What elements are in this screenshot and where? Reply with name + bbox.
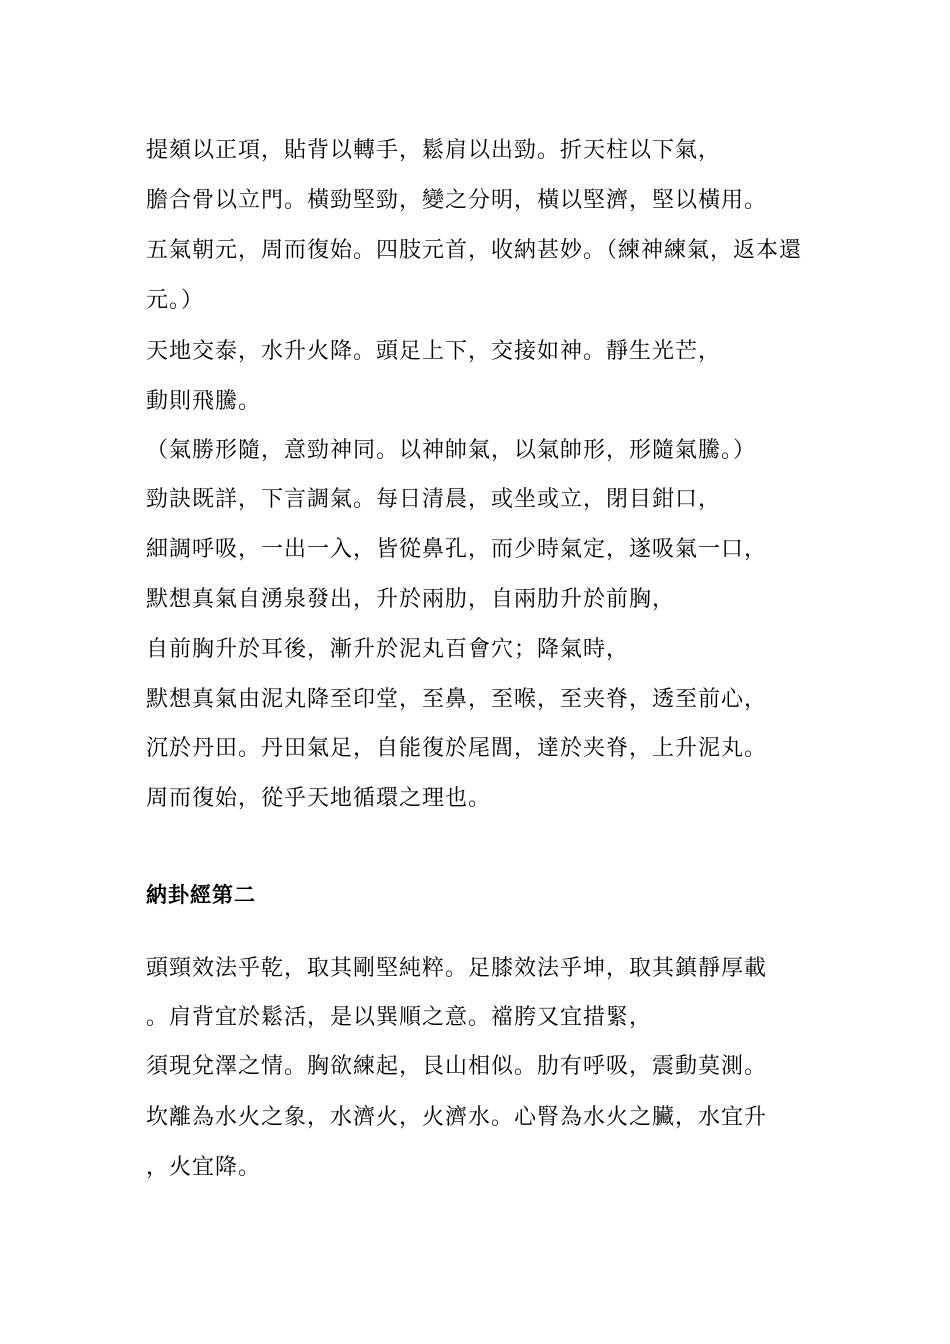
text-line: 膽合骨以立門。橫勁堅勁，變之分明，橫以堅濟，堅以橫用。: [146, 188, 768, 213]
text-line: 元。）: [146, 288, 205, 313]
text-line: 沉於丹田。丹田氣足，自能復於尾閭，達於夹脊，上升泥丸。: [146, 736, 768, 761]
text-line: 動則飛騰。: [146, 389, 262, 414]
text-line: 默想真氣由泥丸降至印堂，至鼻，至喉，至夹脊，透至前心，: [146, 687, 768, 712]
text-line: 勁訣既詳，下言調氣。每日清晨，或坐或立，閉目鉗口，: [146, 487, 722, 512]
text-line: 須現兌澤之情。胸欲練起，艮山相似。肋有呼吸，震動莫測。: [146, 1054, 768, 1079]
text-line: （氣勝形隨，意勁神同。以神帥氣，以氣帥形，形隨氣騰。）: [146, 438, 757, 463]
text-line: 細調呼吸，一出一入，皆從鼻孔，而少時氣定，遂吸氣一口，: [146, 537, 768, 562]
text-line: 默想真氣自湧泉發出，升於兩肋，自兩肋升於前胸，: [146, 587, 676, 612]
section-heading: 納卦經第二: [146, 882, 256, 907]
text-line: 坎離為水火之象，水濟火，火濟水。心腎為水火之臟，水宜升: [146, 1105, 768, 1130]
text-line: ，火宜降。: [146, 1155, 262, 1180]
text-line: 自前胸升於耳後，漸升於泥丸百會穴；降氣時，: [146, 637, 630, 662]
text-line: 。肩背宜於鬆活，是以巽順之意。襠胯又宜措緊，: [146, 1005, 653, 1030]
text-line: 周而復始，從乎天地循環之理也。: [146, 786, 492, 811]
text-line: 提頦以正項，貼背以轉手，鬆肩以出勁。折天柱以下氣，: [146, 138, 722, 163]
text-line: 天地交泰，水升火降。頭足上下，交接如神。靜生光芒，: [146, 339, 722, 364]
text-line: 五氣朝元，周而復始。四肢元首，收納甚妙。（練神練氣，返本還: [146, 238, 803, 263]
text-line: 頭頸效法乎乾，取其剛堅純粹。足膝效法乎坤，取其鎮靜厚載: [146, 956, 768, 981]
